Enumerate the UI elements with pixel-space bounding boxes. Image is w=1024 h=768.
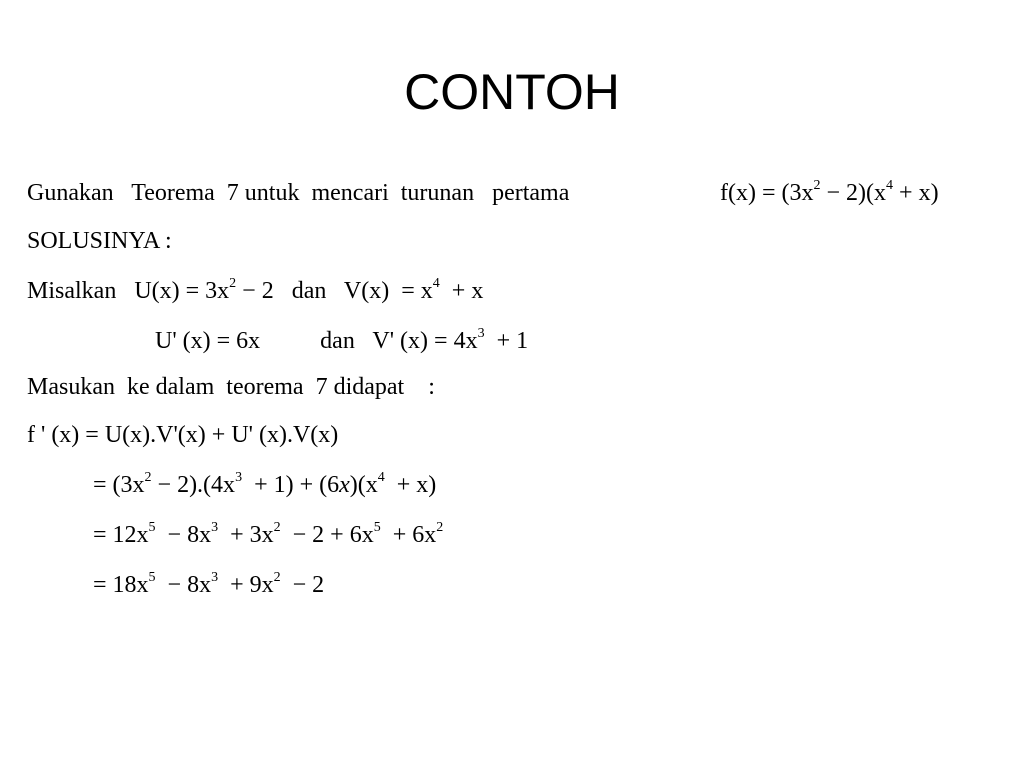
slide-title: CONTOH: [404, 64, 620, 120]
equation-step-2: = $12x^5 - 8x^3 + 3x^2 - 2 + 6x^5 + 6x^2$: [93, 520, 444, 548]
equation-result: = $18x^5 - 8x^3 + 9x^2 - 2$: [93, 570, 325, 598]
substitute-text: Masukan ke dalam teorema 7 didapat :: [27, 374, 435, 400]
equation-misalkan: Misalkan $U(x) = 3x^2 - 2$ dan $V(x) = x^4 + x$: [27, 276, 484, 304]
solution-label: SOLUSINYA :: [27, 228, 172, 254]
function-definition: $f(x) = (3x^2 - 2)(x^4 + x)$: [720, 178, 939, 206]
equation-step-1: = $(3x^2 - 2).(4x^3 + 1) + (6x)(x^4 + x)$: [93, 470, 437, 498]
equation-derivatives: U' (x) = 6x dan V' $(x) = 4x^3 + 1$: [155, 326, 529, 354]
problem-text: Gunakan Teorema 7 untuk mencari turunan pertama: [27, 180, 570, 206]
problem-statement: [27, 178, 939, 208]
equation-product-rule: f ' (x) = U(x).V'(x) + U' (x).V(x): [27, 422, 339, 448]
